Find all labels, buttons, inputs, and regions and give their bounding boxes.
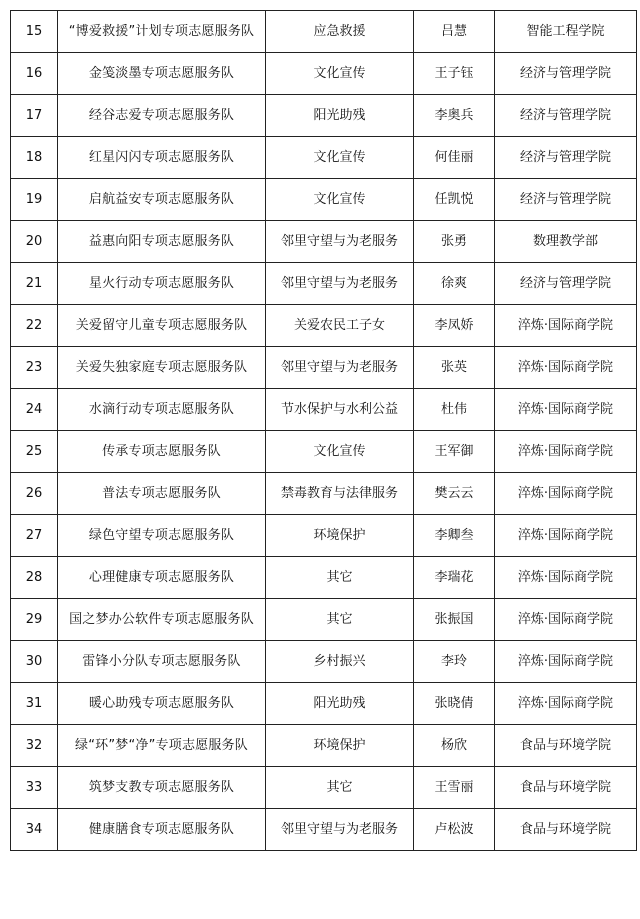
team-name: “博爱救援”计划专项志愿服务队 <box>58 11 266 53</box>
team-leader: 张晓倩 <box>414 683 495 725</box>
row-number: 31 <box>11 683 58 725</box>
team-leader: 王子钰 <box>414 53 495 95</box>
row-number: 27 <box>11 515 58 557</box>
school-name: 淬炼·国际商学院 <box>495 389 637 431</box>
team-name: 国之梦办公软件专项志愿服务队 <box>58 599 266 641</box>
table-row <box>11 557 637 599</box>
service-category: 禁毒教育与法律服务 <box>266 473 414 515</box>
school-name: 淬炼·国际商学院 <box>495 683 637 725</box>
service-category: 邻里守望与为老服务 <box>266 809 414 851</box>
service-category: 环境保护 <box>266 725 414 767</box>
service-category: 阳光助残 <box>266 95 414 137</box>
team-name: 传承专项志愿服务队 <box>58 431 266 473</box>
row-number: 21 <box>11 263 58 305</box>
row-number: 22 <box>11 305 58 347</box>
row-number: 17 <box>11 95 58 137</box>
team-name: 雷锋小分队专项志愿服务队 <box>58 641 266 683</box>
team-leader: 张振国 <box>414 599 495 641</box>
table-row <box>11 515 637 557</box>
row-number: 15 <box>11 11 58 53</box>
school-name: 淬炼·国际商学院 <box>495 557 637 599</box>
table-row <box>11 641 637 683</box>
team-leader: 樊云云 <box>414 473 495 515</box>
school-name: 淬炼·国际商学院 <box>495 515 637 557</box>
row-number: 26 <box>11 473 58 515</box>
row-number: 32 <box>11 725 58 767</box>
table-row <box>11 53 637 95</box>
school-name: 经济与管理学院 <box>495 137 637 179</box>
service-category: 阳光助残 <box>266 683 414 725</box>
team-name: 筑梦支教专项志愿服务队 <box>58 767 266 809</box>
school-name: 淬炼·国际商学院 <box>495 347 637 389</box>
school-name: 淬炼·国际商学院 <box>495 599 637 641</box>
team-leader: 杜伟 <box>414 389 495 431</box>
row-number: 33 <box>11 767 58 809</box>
service-category: 其它 <box>266 767 414 809</box>
row-number: 24 <box>11 389 58 431</box>
table-row <box>11 431 637 473</box>
school-name: 淬炼·国际商学院 <box>495 431 637 473</box>
team-name: 启航益安专项志愿服务队 <box>58 179 266 221</box>
service-category: 文化宣传 <box>266 431 414 473</box>
school-name: 食品与环境学院 <box>495 725 637 767</box>
service-category: 邻里守望与为老服务 <box>266 347 414 389</box>
row-number: 20 <box>11 221 58 263</box>
table-row <box>11 683 637 725</box>
team-leader: 杨欣 <box>414 725 495 767</box>
team-name: 绿色守望专项志愿服务队 <box>58 515 266 557</box>
team-leader: 李凤娇 <box>414 305 495 347</box>
team-name: 金笺淡墨专项志愿服务队 <box>58 53 266 95</box>
team-leader: 吕慧 <box>414 11 495 53</box>
volunteer-team-table <box>10 10 637 851</box>
team-name: 绿“环”梦“净”专项志愿服务队 <box>58 725 266 767</box>
service-category: 关爱农民工子女 <box>266 305 414 347</box>
service-category: 文化宣传 <box>266 179 414 221</box>
school-name: 淬炼·国际商学院 <box>495 305 637 347</box>
table-row <box>11 725 637 767</box>
table-row <box>11 11 637 53</box>
service-category: 环境保护 <box>266 515 414 557</box>
team-name: 关爱留守儿童专项志愿服务队 <box>58 305 266 347</box>
row-number: 23 <box>11 347 58 389</box>
table-row <box>11 221 637 263</box>
table-row <box>11 599 637 641</box>
table-row <box>11 809 637 851</box>
row-number: 19 <box>11 179 58 221</box>
school-name: 经济与管理学院 <box>495 95 637 137</box>
school-name: 食品与环境学院 <box>495 809 637 851</box>
table-row <box>11 179 637 221</box>
table-row <box>11 137 637 179</box>
table-row <box>11 95 637 137</box>
row-number: 16 <box>11 53 58 95</box>
row-number: 34 <box>11 809 58 851</box>
team-leader: 张勇 <box>414 221 495 263</box>
team-leader: 李玲 <box>414 641 495 683</box>
service-category: 文化宣传 <box>266 137 414 179</box>
team-name: 暖心助残专项志愿服务队 <box>58 683 266 725</box>
team-name: 益惠向阳专项志愿服务队 <box>58 221 266 263</box>
row-number: 25 <box>11 431 58 473</box>
table-row <box>11 263 637 305</box>
school-name: 食品与环境学院 <box>495 767 637 809</box>
row-number: 29 <box>11 599 58 641</box>
service-category: 邻里守望与为老服务 <box>266 221 414 263</box>
service-category: 应急救援 <box>266 11 414 53</box>
team-name: 心理健康专项志愿服务队 <box>58 557 266 599</box>
school-name: 经济与管理学院 <box>495 53 637 95</box>
team-leader: 王军御 <box>414 431 495 473</box>
service-category: 乡村振兴 <box>266 641 414 683</box>
service-category: 邻里守望与为老服务 <box>266 263 414 305</box>
service-category: 其它 <box>266 557 414 599</box>
school-name: 智能工程学院 <box>495 11 637 53</box>
table-row <box>11 473 637 515</box>
team-leader: 李卿叁 <box>414 515 495 557</box>
team-name: 水滴行动专项志愿服务队 <box>58 389 266 431</box>
team-leader: 张英 <box>414 347 495 389</box>
team-leader: 卢松波 <box>414 809 495 851</box>
team-name: 星火行动专项志愿服务队 <box>58 263 266 305</box>
school-name: 经济与管理学院 <box>495 263 637 305</box>
service-category: 节水保护与水利公益 <box>266 389 414 431</box>
school-name: 数理教学部 <box>495 221 637 263</box>
team-leader: 李奥兵 <box>414 95 495 137</box>
table-row <box>11 347 637 389</box>
team-name: 红星闪闪专项志愿服务队 <box>58 137 266 179</box>
team-leader: 李瑞花 <box>414 557 495 599</box>
team-leader: 徐爽 <box>414 263 495 305</box>
team-leader: 王雪丽 <box>414 767 495 809</box>
school-name: 淬炼·国际商学院 <box>495 641 637 683</box>
row-number: 30 <box>11 641 58 683</box>
school-name: 淬炼·国际商学院 <box>495 473 637 515</box>
school-name: 经济与管理学院 <box>495 179 637 221</box>
table-row <box>11 767 637 809</box>
team-name: 关爱失独家庭专项志愿服务队 <box>58 347 266 389</box>
service-category: 文化宣传 <box>266 53 414 95</box>
table-row <box>11 305 637 347</box>
team-leader: 何佳丽 <box>414 137 495 179</box>
row-number: 28 <box>11 557 58 599</box>
team-name: 健康膳食专项志愿服务队 <box>58 809 266 851</box>
team-name: 经谷志爱专项志愿服务队 <box>58 95 266 137</box>
team-name: 普法专项志愿服务队 <box>58 473 266 515</box>
row-number: 18 <box>11 137 58 179</box>
table-row <box>11 389 637 431</box>
team-leader: 任凯悦 <box>414 179 495 221</box>
service-category: 其它 <box>266 599 414 641</box>
